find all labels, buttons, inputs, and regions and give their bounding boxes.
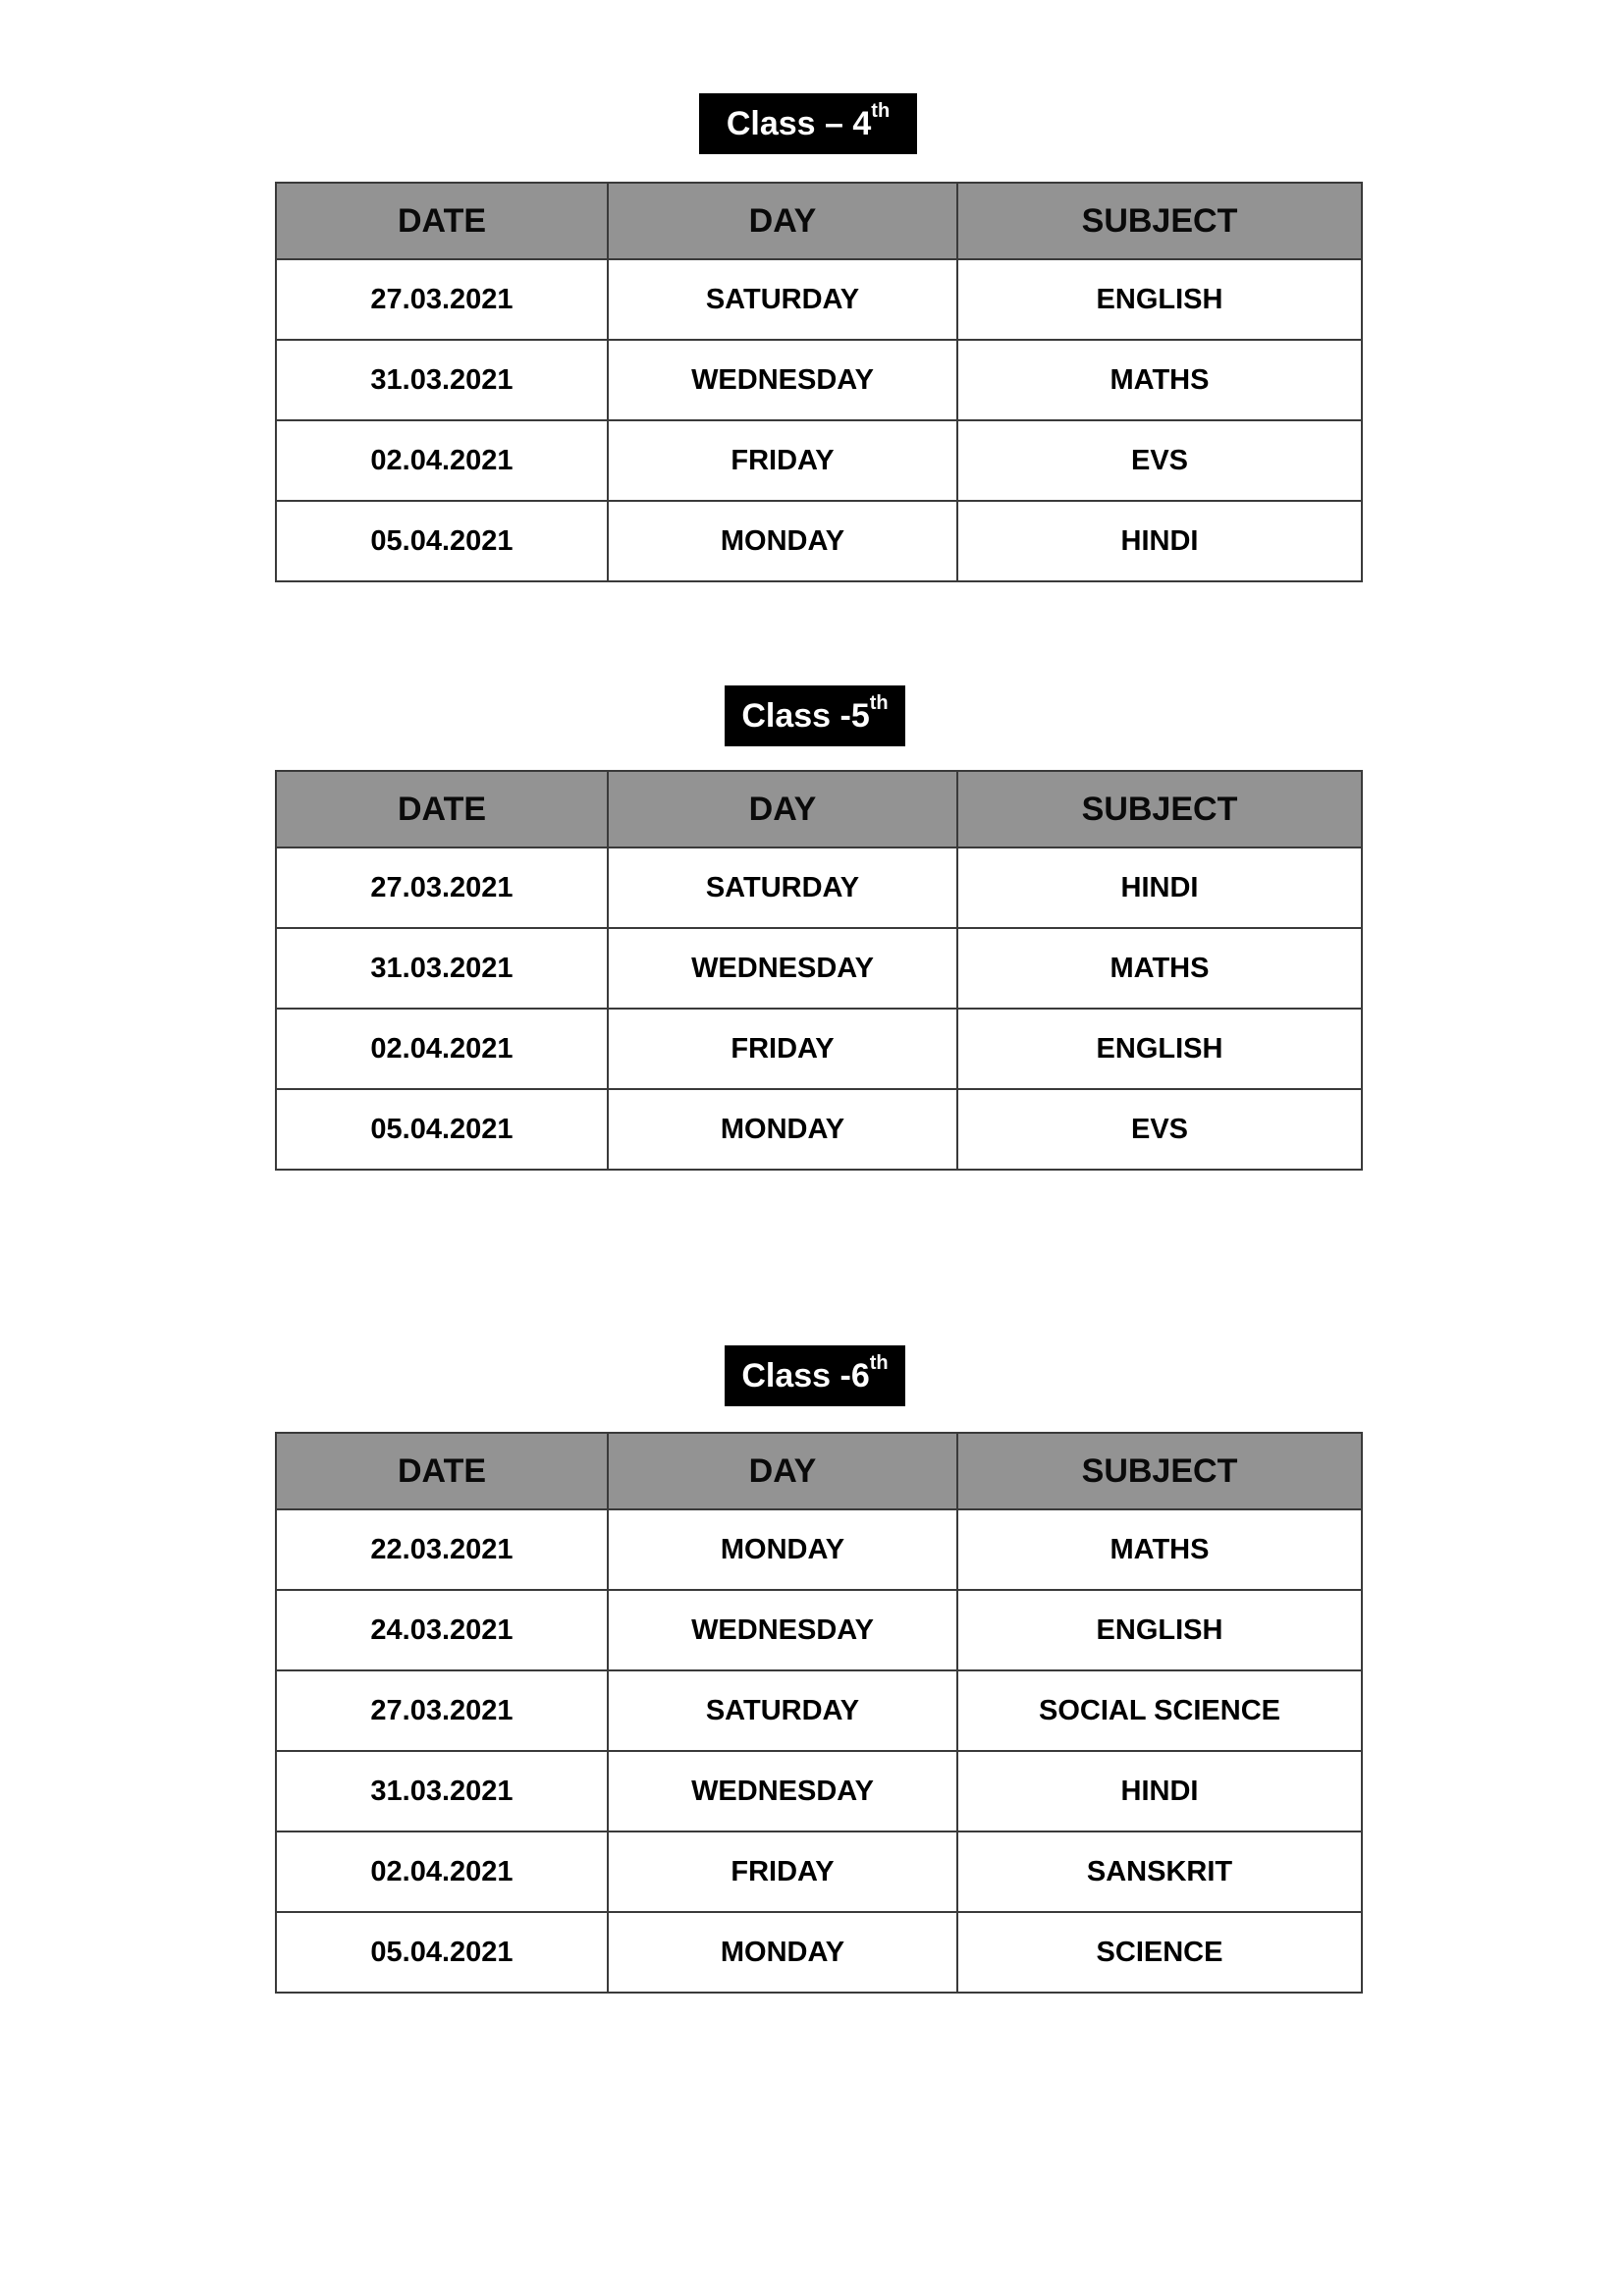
table-row	[276, 1751, 1362, 1831]
subject-cell: SCIENCE	[957, 1912, 1362, 1993]
day-cell: FRIDAY	[608, 1009, 957, 1089]
subject-column-header: SUBJECT	[957, 183, 1362, 259]
subject-column-header: SUBJECT	[957, 1433, 1362, 1509]
class-5-title-text: Class -5	[741, 697, 870, 735]
date-cell: 27.03.2021	[276, 1670, 608, 1751]
class-5-title	[725, 685, 905, 746]
day-cell: FRIDAY	[608, 1831, 957, 1912]
class-4-title	[699, 93, 917, 154]
date-cell: 05.04.2021	[276, 501, 608, 581]
day-cell: MONDAY	[608, 1509, 957, 1590]
subject-cell: HINDI	[957, 501, 1362, 581]
table-row	[276, 1912, 1362, 1993]
date-cell: 02.04.2021	[276, 420, 608, 501]
day-column-header: DAY	[608, 771, 957, 847]
subject-cell: HINDI	[957, 847, 1362, 928]
date-cell: 31.03.2021	[276, 340, 608, 420]
class-5-title-suffix: th	[869, 692, 889, 714]
table-row	[276, 1089, 1362, 1170]
day-cell: SATURDAY	[608, 259, 957, 340]
subject-cell: SANSKRIT	[957, 1831, 1362, 1912]
date-cell: 27.03.2021	[276, 847, 608, 928]
date-column-header: DATE	[276, 183, 608, 259]
subject-cell: MATHS	[957, 1509, 1362, 1590]
day-column-header: DAY	[608, 1433, 957, 1509]
table-row	[276, 259, 1362, 340]
day-cell: MONDAY	[608, 501, 957, 581]
date-cell: 31.03.2021	[276, 928, 608, 1009]
date-cell: 05.04.2021	[276, 1912, 608, 1993]
date-cell: 02.04.2021	[276, 1009, 608, 1089]
table-header-row	[276, 771, 1362, 847]
class-6-title-suffix: th	[869, 1352, 889, 1374]
day-column-header: DAY	[608, 183, 957, 259]
class-4-timetable	[275, 182, 1363, 582]
table-row	[276, 420, 1362, 501]
subject-cell: MATHS	[957, 928, 1362, 1009]
class-6-timetable	[275, 1432, 1363, 1994]
date-column-header: DATE	[276, 771, 608, 847]
date-cell: 31.03.2021	[276, 1751, 608, 1831]
class-6-title-text: Class -6	[741, 1357, 870, 1394]
table-row	[276, 1670, 1362, 1751]
date-cell: 22.03.2021	[276, 1509, 608, 1590]
date-column-header: DATE	[276, 1433, 608, 1509]
table-header-row	[276, 1433, 1362, 1509]
day-cell: MONDAY	[608, 1912, 957, 1993]
table-row	[276, 340, 1362, 420]
day-cell: MONDAY	[608, 1089, 957, 1170]
table-row	[276, 847, 1362, 928]
date-cell: 24.03.2021	[276, 1590, 608, 1670]
table-row	[276, 1009, 1362, 1089]
date-cell: 02.04.2021	[276, 1831, 608, 1912]
day-cell: WEDNESDAY	[608, 928, 957, 1009]
subject-cell: HINDI	[957, 1751, 1362, 1831]
day-cell: WEDNESDAY	[608, 340, 957, 420]
table-header-row	[276, 183, 1362, 259]
class-4-title-text: Class – 4	[726, 105, 872, 142]
table-row	[276, 1831, 1362, 1912]
day-cell: SATURDAY	[608, 847, 957, 928]
day-cell: WEDNESDAY	[608, 1590, 957, 1670]
subject-column-header: SUBJECT	[957, 771, 1362, 847]
class-6-title	[725, 1345, 905, 1406]
subject-cell: MATHS	[957, 340, 1362, 420]
subject-cell: EVS	[957, 420, 1362, 501]
table-row	[276, 1509, 1362, 1590]
table-row	[276, 501, 1362, 581]
table-row	[276, 1590, 1362, 1670]
subject-cell: ENGLISH	[957, 1009, 1362, 1089]
date-cell: 27.03.2021	[276, 259, 608, 340]
table-row	[276, 928, 1362, 1009]
day-cell: WEDNESDAY	[608, 1751, 957, 1831]
class-4-title-suffix: th	[871, 100, 891, 122]
date-cell: 05.04.2021	[276, 1089, 608, 1170]
subject-cell: EVS	[957, 1089, 1362, 1170]
class-5-timetable	[275, 770, 1363, 1171]
day-cell: FRIDAY	[608, 420, 957, 501]
subject-cell: ENGLISH	[957, 259, 1362, 340]
subject-cell: SOCIAL SCIENCE	[957, 1670, 1362, 1751]
day-cell: SATURDAY	[608, 1670, 957, 1751]
subject-cell: ENGLISH	[957, 1590, 1362, 1670]
